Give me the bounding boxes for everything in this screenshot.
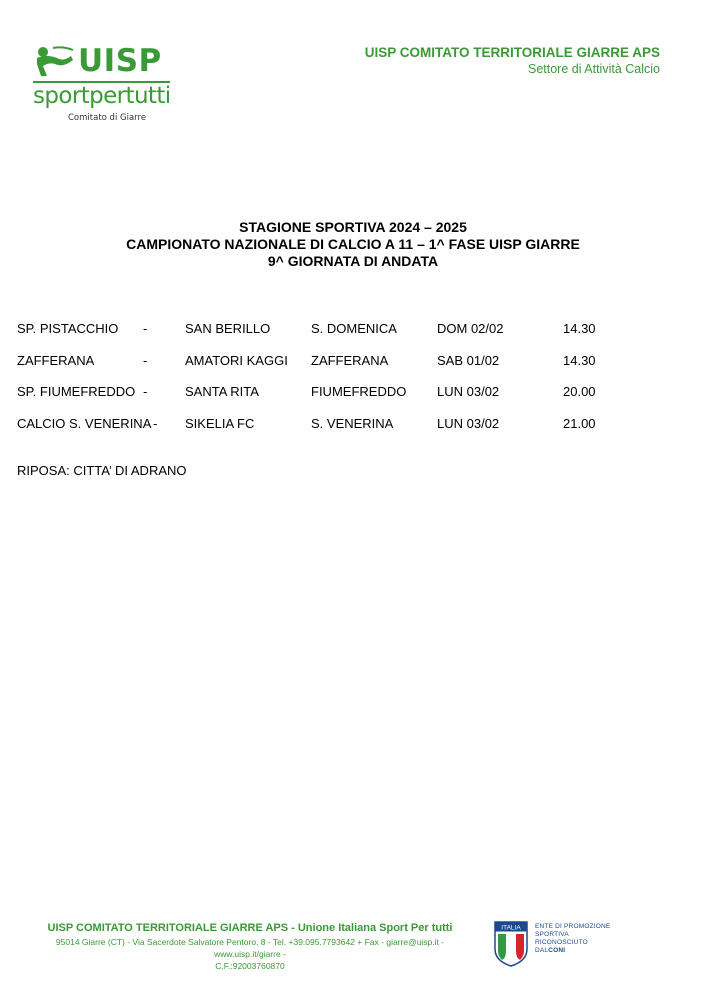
coni-line-1: ENTE DI PROMOZIONE	[535, 923, 611, 930]
separator: -	[143, 321, 148, 336]
separator: -	[143, 384, 148, 400]
match-time: 20.00	[563, 384, 596, 400]
home-team: SP. FIUMEFREDDO	[17, 384, 136, 400]
italia-shield-icon	[494, 921, 528, 967]
logo-subtitle: Comitato di Giarre	[68, 113, 147, 123]
venue: ZAFFERANA	[311, 352, 389, 368]
rest-team-note: RIPOSA: CITTA’ DI ADRANO	[17, 463, 187, 478]
header-organization: UISP COMITATO TERRITORIALE GIARRE APS	[364, 45, 660, 60]
coni-recognition-text	[535, 923, 610, 955]
logo-wordmark: UISP	[78, 43, 162, 79]
match-time: 14.30	[563, 352, 596, 368]
home-team: CALCIO S. VENERINA	[17, 416, 152, 432]
coni-line-4	[535, 947, 610, 955]
header-organization-block	[365, 44, 660, 78]
match-date: LUN 03/02	[437, 384, 500, 400]
uisp-runner-icon	[33, 44, 75, 78]
venue: S. DOMENICA	[311, 321, 397, 336]
match-time: 21.00	[563, 416, 596, 432]
coni-line-2: SPORTIVA	[535, 931, 569, 938]
italia-label: ITALIA	[501, 924, 521, 932]
footer-tax-code: C.F.:92003760870	[215, 961, 285, 971]
fixtures-list	[17, 320, 637, 447]
coni-prefix: DAL	[535, 947, 549, 954]
fixture-row	[17, 383, 637, 415]
championship-title: CAMPIONATO NAZIONALE DI CALCIO A 11 – 1^ FASE UISP GIARRE	[126, 236, 580, 252]
match-date: SAB 01/02	[437, 352, 500, 368]
home-team: SP. PISTACCHIO	[17, 321, 119, 336]
away-team: SANTA RITA	[185, 384, 259, 400]
away-team: SIKELIA FC	[185, 416, 255, 432]
fixture-row	[17, 352, 637, 384]
footer	[30, 921, 470, 972]
separator: -	[153, 416, 158, 432]
match-time: 14.30	[563, 321, 596, 336]
document-title	[0, 219, 706, 270]
footer-address: 95014 Giarre (CT) - Via Sacerdote Salvatore Pentoro, 8 - Tel. +39.095.7793642 + Fax - giarre@uisp.it - www.uisp.it/giarre -	[55, 937, 445, 959]
fixture-row	[17, 320, 637, 352]
match-date: DOM 02/02	[437, 321, 504, 336]
venue: S. VENERINA	[311, 416, 394, 432]
uisp-logo	[33, 44, 178, 126]
season-title: STAGIONE SPORTIVA 2024 – 2025	[239, 219, 467, 235]
coni-badge	[494, 921, 624, 969]
away-team: SAN BERILLO	[185, 321, 271, 336]
fixture-row	[17, 415, 637, 447]
away-team: AMATORI KAGGI	[185, 352, 288, 368]
coni-line-3: RICONOSCIUTO	[535, 939, 588, 946]
home-team: ZAFFERANA	[17, 352, 95, 368]
round-title: 9^ GIORNATA DI ANDATA	[267, 253, 439, 269]
footer-organization: UISP COMITATO TERRITORIALE GIARRE APS - Unione Italiana Sport Per tutti	[47, 922, 453, 934]
separator: -	[143, 352, 148, 368]
header-sector: Settore di Attività Calcio	[527, 62, 660, 76]
venue: FIUMEFREDDO	[311, 384, 407, 400]
coni-brand: CONI	[548, 947, 566, 954]
match-date: LUN 03/02	[437, 416, 500, 432]
logo-tagline: sportpertutti	[33, 83, 171, 109]
